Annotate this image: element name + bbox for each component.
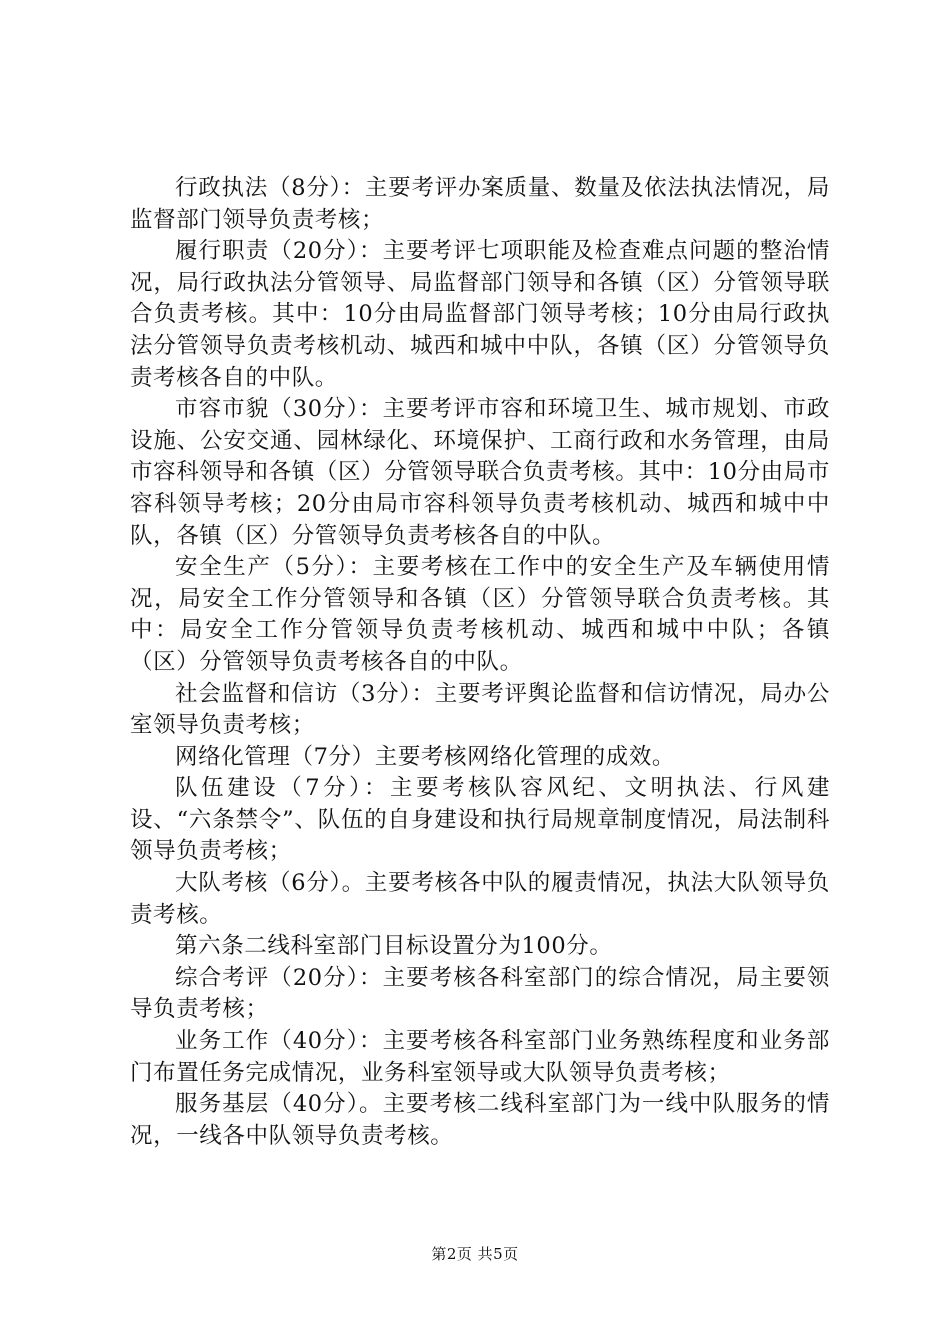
paragraph-article-six: 第六条二线科室部门目标设置分为100分。 xyxy=(175,933,613,960)
paragraph-safety-production: 安全生产（5分）：主要考核在工作中的安全生产及车辆使用情况，局安全工作分管领导和各镇（区）分管领导联合负责考核。其中：局安全工作分管领导负责考核机动、城西和城中中队；各镇（区）分管领导负责考核各自的中队。 xyxy=(130,554,830,675)
paragraph-social-supervision: 社会监督和信访（3分）：主要考评舆论监督和信访情况，局办公室领导负责考核； xyxy=(130,680,830,739)
paragraph-business-work: 业务工作（40分）：主要考核各科室部门业务熟练程度和业务部门布置任务完成情况，业务科室领导或大队领导负责考核； xyxy=(130,1028,830,1086)
page-number-footer: 第2页 共5页 xyxy=(431,1245,519,1263)
paragraph-grassroots-service: 服务基层（40分）。主要考核二线科室部门为一线中队服务的情况，一线各中队领导负责考核。 xyxy=(130,1091,830,1149)
paragraph-duty-performance: 履行职责（20分）：主要考评七项职能及检查难点问题的整治情况，局行政执法分管领导、局监督部门领导和各镇（区）分管领导联合负责考核。其中：10分由局监督部门领导考核；10分由局行政执法分管领导负责考核机动、城西和城中中队，各镇（区）分管领导负责考核各自的中队。 xyxy=(130,238,830,391)
paragraph-comprehensive-evaluation: 综合考评（20分）：主要考核各科室部门的综合情况，局主要领导负责考核； xyxy=(130,964,830,1023)
paragraph-brigade-assessment: 大队考核（6分）。主要考核各中队的履责情况，执法大队领导负责考核。 xyxy=(130,870,830,928)
paragraph-city-appearance: 市容市貌（30分）：主要考评市容和环境卫生、城市规划、市政设施、公安交通、园林绿化、环境保护、工商行政和水务管理，由局市容科领导和各镇（区）分管领导联合负责考核。其中：10分由局市容科领导考核；20分由局市容科领导负责考核机动、城西和城中中队，各镇（区）分管领导负责考核各自的中队。 xyxy=(130,396,830,549)
document-body xyxy=(130,173,830,1152)
paragraph-grid-management: 网络化管理（7分）主要考核网络化管理的成效。 xyxy=(175,743,676,770)
paragraph-team-building: 队伍建设（7分）：主要考核队容风纪、文明执法、行风建设、“六条禁令”、队伍的自身建设和执行局规章制度情况，局法制科领导负责考核； xyxy=(130,775,830,865)
paragraph-administrative-enforcement: 行政执法（8分）：主要考评办案质量、数量及依法执法情况，局监督部门领导负责考核； xyxy=(130,175,830,233)
